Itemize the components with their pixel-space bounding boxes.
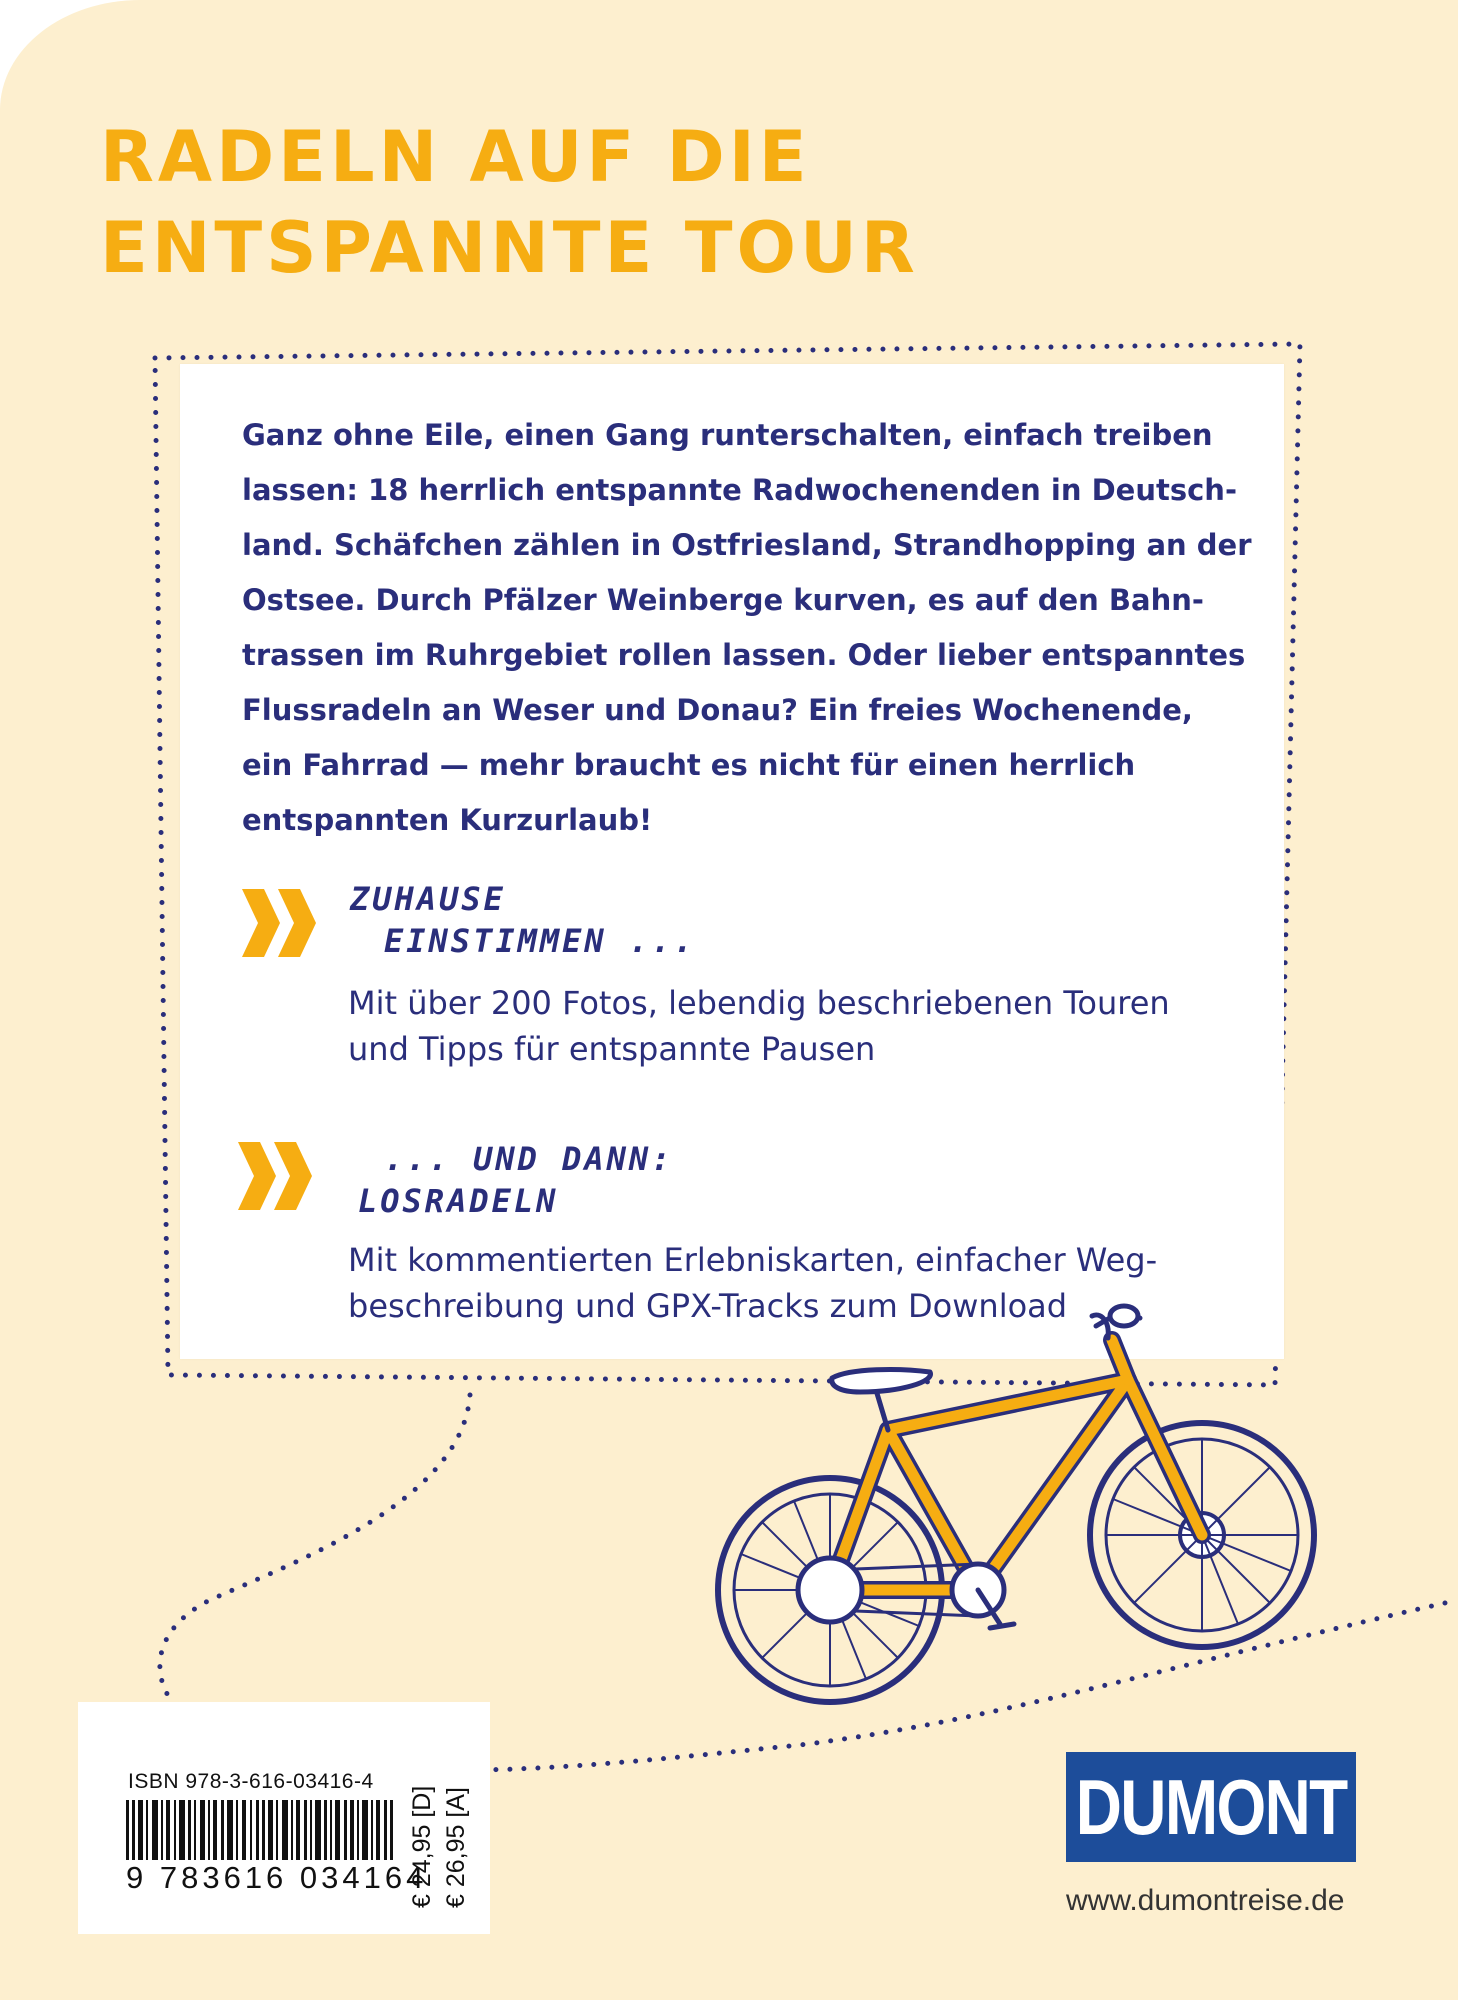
intro-line: Ganz ohne Eile, einen Gang runterschalten, einfach treiben xyxy=(242,418,1213,452)
section-text-line: Mit kommentierten Erlebniskarten, einfacher Weg- xyxy=(348,1241,1158,1279)
section-text-line: und Tipps für entspannte Pausen xyxy=(348,1030,876,1068)
barcode-digits: 9 783616 034164 xyxy=(126,1860,428,1895)
headline-line-1: RADELN AUF DIE xyxy=(100,116,811,198)
intro-line: Flussradeln an Weser und Donau? Ein freies Wochenende, xyxy=(242,693,1193,727)
section-text-line: beschreibung und GPX-Tracks zum Download xyxy=(348,1287,1068,1325)
isbn-text: ISBN 978-3-616-03416-4 xyxy=(128,1770,374,1793)
intro-line: land. Schäfchen zählen in Ostfriesland, Strandhopping an der xyxy=(242,528,1252,562)
headline-line-2: ENTSPANNTE TOUR xyxy=(100,207,919,289)
intro-line: entspannten Kurzurlaub! xyxy=(242,803,653,837)
dumont-logo xyxy=(1066,1752,1356,1862)
section-label-losradeln: LOSRADELN xyxy=(358,1182,559,1220)
section-text-line: Mit über 200 Fotos, lebendig beschriebenen Touren xyxy=(348,984,1170,1022)
barcode xyxy=(126,1800,394,1860)
price-germany: € 24,95 [D] xyxy=(408,1785,436,1908)
price-block xyxy=(400,1776,480,1908)
section-label-einstimmen: EINSTIMMEN ... xyxy=(384,922,696,960)
intro-line: trassen im Ruhrgebiet rollen lassen. Oder lieber entspanntes xyxy=(242,638,1246,672)
intro-line: lassen: 18 herrlich entspannte Radwochenenden in Deutsch- xyxy=(242,473,1237,507)
section-label-und-dann: ... UND DANN: xyxy=(384,1140,674,1178)
intro-line: Ostsee. Durch Pfälzer Weinberge kurven, es auf den Bahn- xyxy=(242,583,1204,617)
section-label-zuhause: ZUHAUSE xyxy=(350,880,506,918)
price-austria: € 26,95 [A] xyxy=(442,1787,470,1908)
intro-line: ein Fahrrad — mehr braucht es nicht für einen herrlich xyxy=(242,748,1136,782)
website-url: www.dumontreise.de xyxy=(1066,1884,1345,1917)
logo-text: DUMONT xyxy=(1075,1763,1347,1851)
